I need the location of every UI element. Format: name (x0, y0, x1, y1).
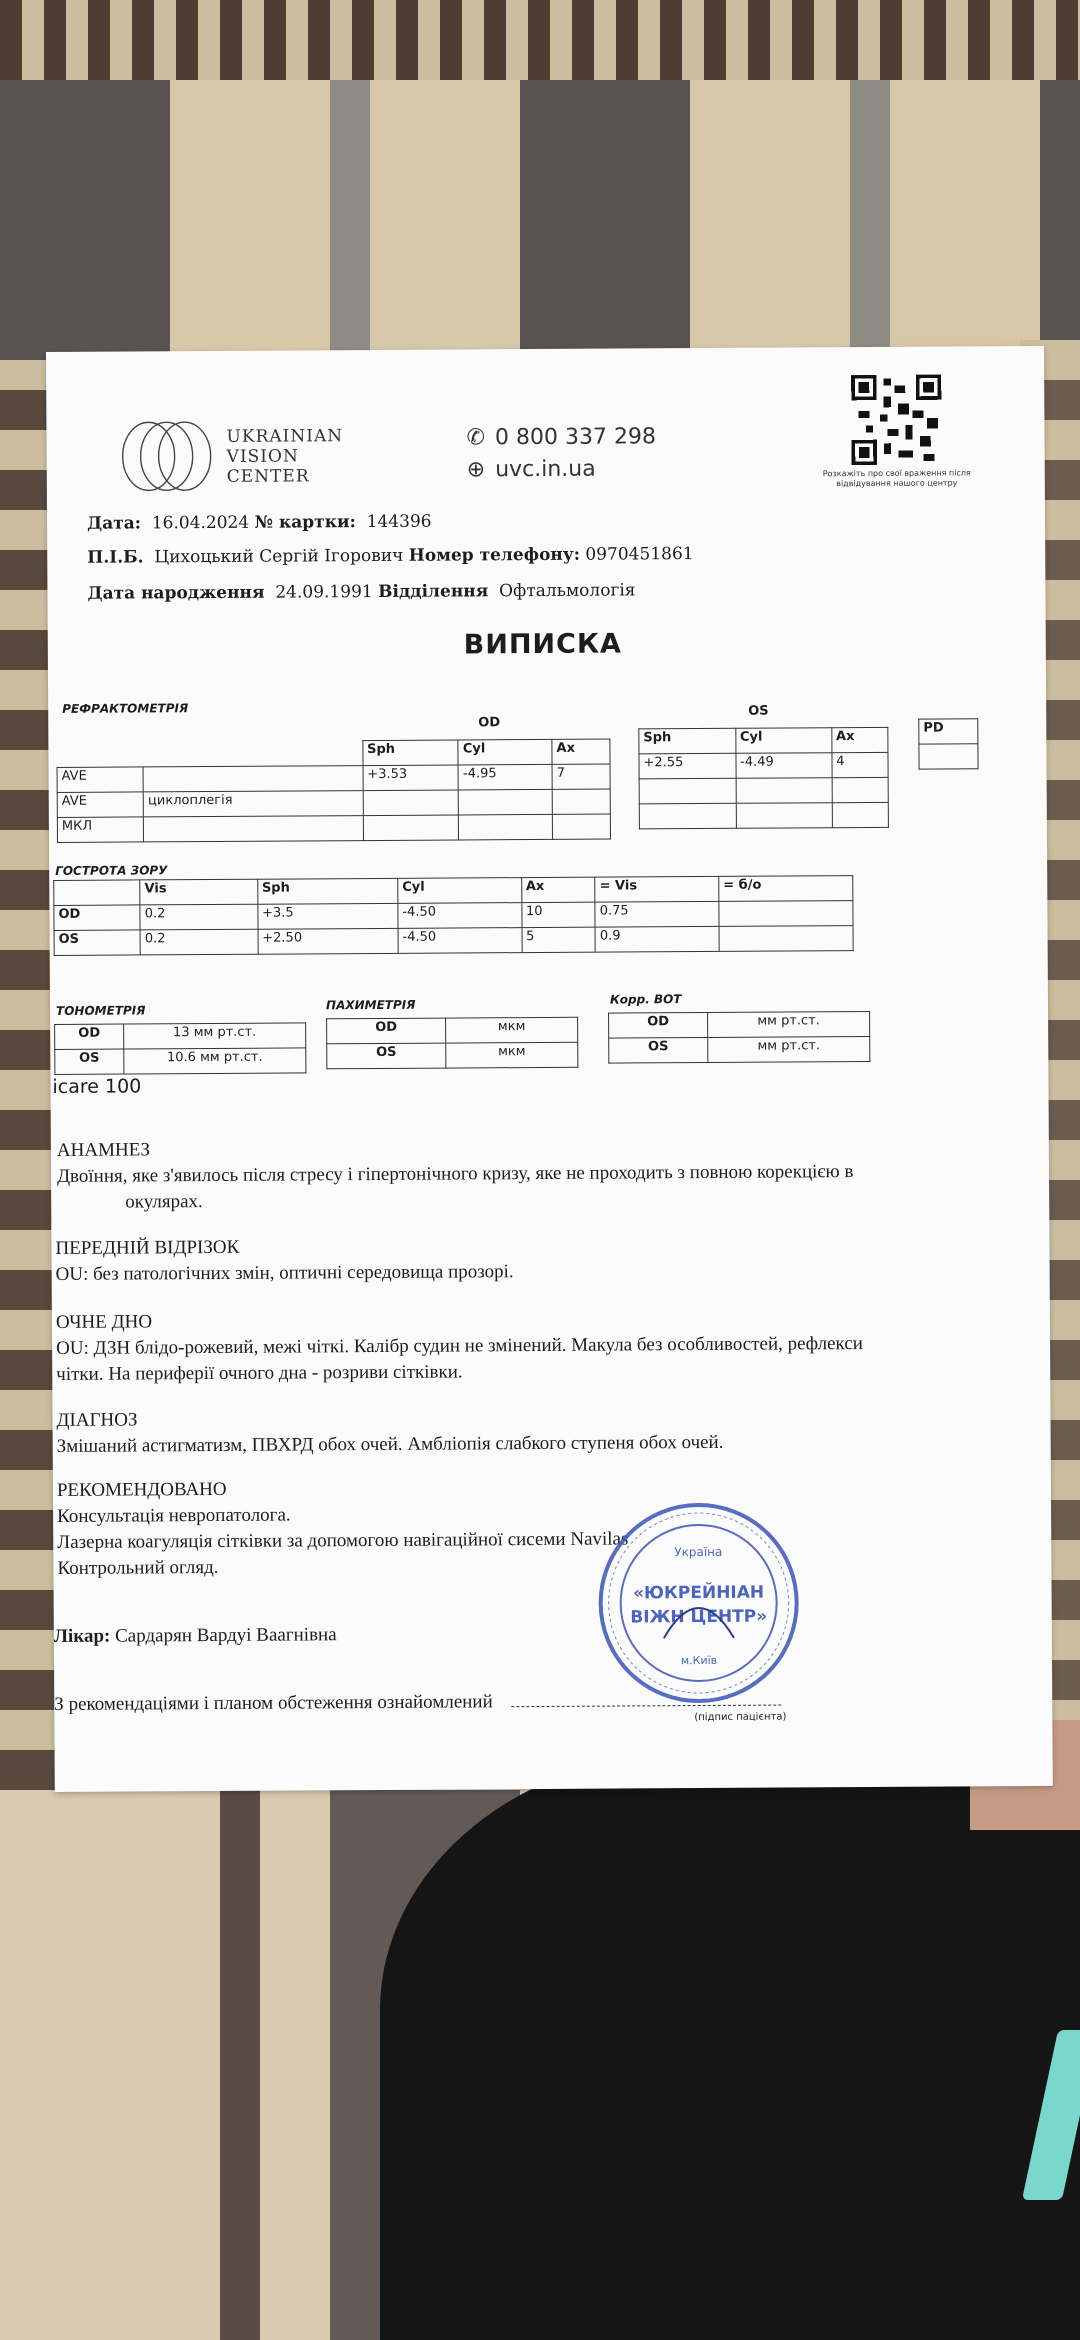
svg-text:ВІЖН ЦЕНТР»: ВІЖН ЦЕНТР» (630, 1606, 768, 1628)
pachymetry-label: ПАХИМЕТРІЯ (325, 997, 416, 1013)
table-row: МКЛ (57, 814, 610, 842)
table-row: AVE +3.53 -4.95 7 (57, 764, 610, 792)
document-title: ВИПИСКА (463, 628, 622, 661)
patient-name-line: П.І.Б. Цихоцький Сергій Ігорович Номер телефону: 0970451861 (87, 544, 694, 568)
clinic-website: uvc.in.ua (495, 456, 596, 482)
od-label: OD (478, 715, 501, 731)
logo-wordmark: UKRAINIAN VISION CENTER (226, 426, 344, 487)
refractometry-os-table: Sph Cyl Ax +2.55 -4.49 4 (638, 727, 889, 830)
uvc-logo-icon (118, 419, 214, 494)
table-row: OS 10.6 мм рт.ст. (55, 1048, 306, 1075)
table-row: OS мм рт.ст. (609, 1036, 870, 1063)
tonometry-table (54, 1022, 306, 1075)
anterior-heading: ПЕРЕДНІЙ ВІДРІЗОК (55, 1236, 240, 1259)
table-row: +2.55 -4.49 4 (639, 752, 888, 779)
table-row (639, 802, 888, 829)
table-row: OD 13 мм рт.ст. (55, 1023, 306, 1050)
visit-info-line: Дата: 16.04.2024 № картки: 144396 (86, 511, 432, 534)
table-row: OD 0.2 +3.5 -4.50 10 0.75 (54, 901, 853, 931)
doctor-line: Лікар: Сардарян Вардуі Ваагнівна (53, 1624, 337, 1647)
corr-table (608, 1011, 870, 1064)
phone-icon: ✆ (466, 424, 486, 450)
svg-text:м.Київ: м.Київ (680, 1653, 718, 1668)
contact-block (466, 420, 656, 485)
svg-text:Україна: Україна (674, 1544, 723, 1560)
globe-icon: ⊕ (466, 456, 486, 482)
table-row: AVE циклоплегія (57, 789, 610, 817)
discharge-document (46, 346, 1053, 1792)
clinic-stamp (593, 1497, 804, 1708)
anamnesis-section: АНАМНЕЗ Двоїння, яке з'явилось після стресу і гіпертонічного кризу, яке не проходить з повною корекцією в окулярах. (57, 1133, 854, 1216)
black-cloth (380, 1750, 1080, 2340)
table-row: OS 0.2 +2.50 -4.50 5 0.9 (54, 926, 853, 956)
acuity-label: ГОСТРОТА ЗОРУ (55, 863, 168, 878)
recommended-heading: РЕКОМЕНДОВАНО (56, 1478, 227, 1501)
tonometry-label: ТОНОМЕТРІЯ (55, 1003, 146, 1018)
acuity-table: Vis Sph Cyl Ax = Vis = б/о OD 0.2 +3.5 -4.50 10 0.75 OS 0.2 +2.50 -4.50 5 0.9 (53, 875, 853, 956)
os-label: OS (748, 703, 769, 719)
diagnosis-section: ДІАГНОЗ Змішаний астигматизм, ПВХРД обох очей. Амбліопія слабкого ступеня обох очей. (56, 1404, 723, 1460)
table-row: OD мм рт.ст. (609, 1011, 870, 1038)
anterior-section: ПЕРЕДНІЙ ВІДРІЗОК OU: без патологічних змін, оптичні середовища прозорі. (55, 1233, 513, 1288)
qr-code-icon (846, 375, 947, 466)
refractometry-od-table: Sph Cyl Ax AVE +3.53 -4.95 7 AVE циклоплегія МКЛ (56, 739, 611, 843)
qr-caption: Розкажіть про свої враження після відвідування нашого центру (822, 468, 971, 489)
svg-text:«ЮКРЕЙНІАН: «ЮКРЕЙНІАН (632, 1582, 765, 1604)
table-row (639, 777, 888, 804)
anamnesis-heading: АНАМНЕЗ (56, 1139, 151, 1161)
fundus-section: ОЧНЕ ДНО OU: ДЗН блідо-рожевий, межі чіткі. Калібр судин не змінений. Макула без особливостей, рефлекси чітки. На периферії очного дна - розриви сітківки. (56, 1305, 863, 1388)
clinic-phone: 0 800 337 298 (494, 423, 656, 450)
corr-label: Корр. ВОТ (609, 992, 682, 1007)
table-row: OD мкм (327, 1017, 578, 1044)
acknowledgement-line: З рекомендаціями і планом обстеження ознайомлений (54, 1688, 781, 1718)
diagnosis-heading: ДІАГНОЗ (56, 1409, 138, 1431)
pachymetry-table (326, 1017, 578, 1070)
refractometry-label: РЕФРАКТОМЕТРІЯ (62, 701, 189, 716)
fundus-heading: ОЧНЕ ДНО (55, 1311, 153, 1333)
pd-table: PD (918, 718, 978, 769)
recommended-section: РЕКОМЕНДОВАНО Консультація невропатолога. Лазерна коагуляція сітківки за допомогою навігаційної сисеми Navilas Контрольний огляд. (57, 1474, 629, 1581)
tonometer-device: icare 100 (52, 1075, 142, 1098)
patient-dob-line: Дата народження 24.09.1991 Відділення Офтальмологія (87, 580, 636, 604)
table-row: OS мкм (327, 1042, 578, 1069)
signature-caption: (підпис пацієнта) (694, 1711, 787, 1724)
